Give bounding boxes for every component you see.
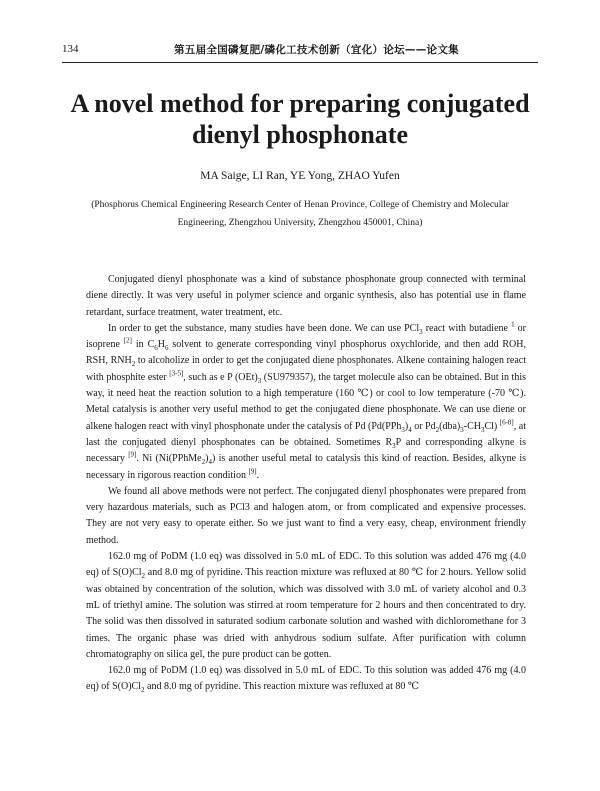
- paper-title: [40, 88, 560, 150]
- header-rule: [62, 62, 538, 63]
- running-head: [62, 40, 538, 60]
- paragraph-procedure-2: 162.0 mg of PoDM (1.0 eq) was dissolved in 5.0 mL of EDC. To this solution was added 476 mg (4.0 eq) of $S(O)Cl_2$ and 8.0 mg of pyridine. This reaction mixture was refluxed at 80 ℃: [86, 665, 526, 695]
- page-number: 134: [62, 43, 79, 55]
- title-line-2: dienyl phosphonate: [191, 120, 409, 149]
- title-line-1: A novel method for preparing conjugated: [70, 89, 530, 118]
- affiliation-line-2: Engineering, Zhengzhou University, Zhengzhou 450001, China): [177, 218, 423, 228]
- body-text: [86, 272, 526, 696]
- paragraph-intro: Conjugated dienyl phosphonate was a kind of substance phosphonate group connected with terminal diene directly. It was very useful in polymer science and organic synthesis, also has potential use in flame retardant, surface treatment, water treatment, etc.: [86, 274, 526, 318]
- affiliation: [80, 196, 520, 232]
- paragraph-background: In order to get the substance, many studies have been done. We can use PCl$_3$ react with butadiene $^1$ or isoprene [2] in $C_6H_6$ solvent to generate corresponding vinyl phosphorus oxychloride, and then add ROH, RSH, $RNH_2$ to alcoholize in order to get the conjugated diene phosphonates. Alkene containing halogen react with phosphite ester [3-5], such as e P $(OEt)_3$ (SU979357), the target molecule also can be obtained. But in this way, it need heat the reaction solution to a high temperature (160 ℃) or cool to low temperature (-70 ℃). Metal catalysis is another very useful method to get the conjugated diene phosphonate. We can use diene or alkene halogen react with vinyl phosphonate under the catalysis of Pd ($Pd(PPh_3)_4$ or $Pd_2(dba)_3-CH_3Cl$) [6-8], at last the conjugated dienyl phosphonates can be obtained. Sometimes $R_3P$ and corresponding alkyne is necessary [9]. Ni $(Ni(PPhMe_2)_4)$ is another useful metal to catalysis this kind of reaction. Besides, alkyne is necessary in rigorous reaction condition [9].: [86, 320, 527, 481]
- paragraph-motivation: We found all above methods were not perfect. The conjugated dienyl phosphonates were prepared from very hazardous materials, such as PCl3 and halogen atom, or from complicated and expensive processes. They are not very easy to operate either. So we just want to find a very easy, cheap, environment friendly method.: [86, 485, 526, 546]
- journal-title: 第五届全国磷复肥/磷化工技术创新（宜化）论坛——论文集: [174, 44, 459, 56]
- paragraph-procedure-1: 162.0 mg of PoDM (1.0 eq) was dissolved in 5.0 mL of EDC. To this solution was added 476 mg (4.0 eq) of $S(O)Cl_2$ and 8.0 mg of pyridine. This reaction mixture was refluxed at 80 ℃ for 2 hours. Yellow solid was obtained by concentration of the solution, which was dissolved with 3.0 mL of variety alcohol and 0.3 mL of triethyl amine. The solution was stirred at room temperature for 2 hours and then concentrated to dry. The solid was then dissolved in saturated sodium carbonate solution and washed with dichloromethane for 3 times. The organic phase was dried with anhydrous sodium sulfate. After purification with column chromatography on silica gel, the pure product can be gotten.: [86, 551, 526, 660]
- affiliation-line-1: (Phosphorus Chemical Engineering Research Center of Henan Province, College of Chemistry and Molecular: [91, 200, 509, 210]
- author-list: MA Saige, LI Ran, YE Yong, ZHAO Yufen: [200, 170, 400, 182]
